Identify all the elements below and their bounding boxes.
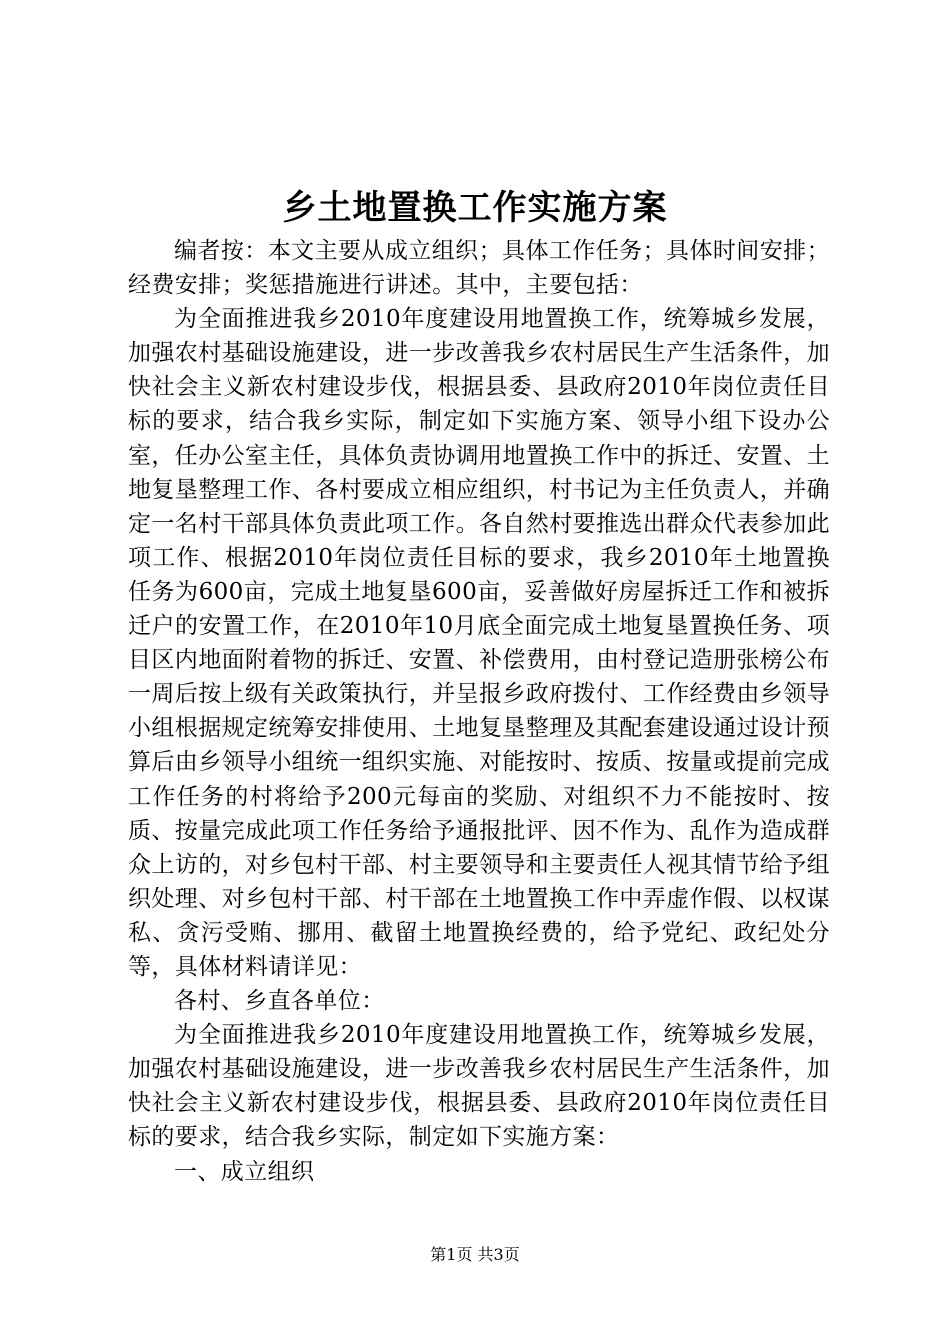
page-footer: 第1页 共3页 — [430, 1245, 520, 1264]
summary-paragraph: 为全面推进我乡2010年度建设用地置换工作，统筹城乡发展，加强农村基础设施建设，进一步改善我乡农村居民生产生活条件，加快社会主义新农村建设步伐，根据县委、县政府2010年岗位责任目标的要求，结合我乡实际，制定如下实施方案、领导小组下设办公室，任办公室主任，具体负责协调用地置换工作中的拆迁、安置、土地复垦整理工作、各村要成立相应组织，村书记为主任负责人，并确定一名村干部具体负责此项工作。各自然村要推选出群众代表参加此项工作、根据2010年岗位责任目标的要求，我乡2010年土地置换任务为600亩，完成土地复垦600亩，妥善做好房屋拆迁工作和被拆迁户的安置工作，在2010年10月底全面完成土地复垦置换任务、项目区内地面附着物的拆迁、安置、补偿费用，由村登记造册张榜公布一周后按上级有关政策执行，并呈报乡政府拨付、工作经费由乡领导小组根据规定统筹安排使用、土地复垦整理及其配套建设通过设计预算后由乡领导小组统一组织实施、对能按时、按质、按量或提前完成工作任务的村将给予200元每亩的奖励、对组织不力不能按时、按质、按量完成此项工作任务给予通报批评、因不作为、乱作为造成群众上访的，对乡包村干部、村主要领导和主要责任人视其情节给予组织处理、对乡包村干部、村干部在土地置换工作中弄虚作假、以权谋私、贪污受贿、挪用、截留土地置换经费的，给予党纪、政纪处分等，具体材料请详见： — [128, 306, 830, 980]
section-heading: 一、成立组织 — [174, 1158, 315, 1185]
page-title: 乡土地置换工作实施方案 — [282, 188, 668, 228]
editor-note-paragraph: 编者按：本文主要从成立组织；具体工作任务；具体时间安排；经费安排；奖惩措施进行讲述。其中，主要包括： — [128, 238, 830, 299]
document-body — [128, 234, 830, 1189]
salutation-paragraph: 各村、乡直各单位： — [174, 988, 385, 1015]
intro-paragraph: 为全面推进我乡2010年度建设用地置换工作，统筹城乡发展，加强农村基础设施建设，进一步改善我乡农村居民生产生活条件，加快社会主义新农村建设步伐，根据县委、县政府2010年岗位责任目标的要求，结合我乡实际，制定如下实施方案： — [128, 1022, 830, 1151]
